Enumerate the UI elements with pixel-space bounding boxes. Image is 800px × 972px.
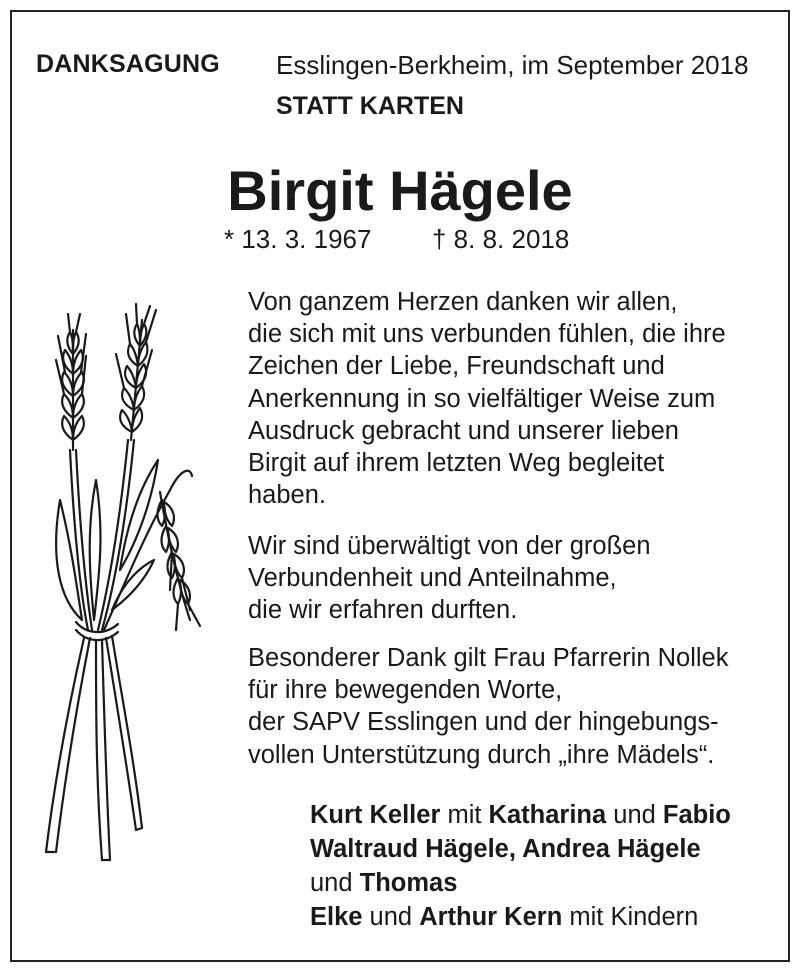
text-line: Wir sind überwältigt von der großen [248, 532, 651, 560]
text-line: Besonderer Dank gilt Frau Pfarrerin Nollek [248, 644, 729, 672]
connector-text: und [310, 869, 360, 897]
connector-text: und [606, 801, 663, 829]
signer-line [310, 900, 731, 934]
text-line: Zeichen der Liebe, Freundschaft und [248, 352, 665, 381]
text-line: Verbundenheit und Anteilnahme, [248, 564, 617, 593]
text-line: haben. [248, 481, 326, 510]
text-line: Anerkennung in so vielfältiger Weise zum [248, 384, 716, 413]
signer-name: Elke [310, 903, 363, 931]
text-line: für ihre bewegenden Worte, [248, 676, 563, 705]
overwhelmed-paragraph [248, 530, 651, 627]
signer-line [310, 798, 731, 832]
wheat-sheaf-icon [30, 300, 220, 870]
text-line: der SAPV Esslingen und der hingebungs- [248, 708, 719, 737]
connector-text: mit Kindern [562, 903, 699, 931]
signer-name: Kurt Keller [310, 801, 441, 829]
thanks-paragraph [248, 286, 726, 511]
signer-line [310, 866, 731, 900]
signer-name: Arthur Kern [419, 903, 563, 931]
text-line: vollen Unterstützung durch „ihre Mädels“. [248, 740, 715, 769]
text-line: Von ganzem Herzen danken wir allen, [248, 288, 678, 316]
birth-date: * 13. 3. 1967 [224, 224, 372, 254]
signer-line [310, 832, 731, 866]
connector-text: und [362, 903, 420, 931]
text-line: die sich mit uns verbunden fühlen, die ihre [248, 320, 726, 349]
signer-name: Waltraud Hägele, Andrea Hägele [310, 835, 701, 863]
text-line: die wir erfahren durften. [248, 596, 518, 625]
subtitle: STATT KARTEN [276, 92, 464, 120]
death-date: † 8. 8. 2018 [432, 224, 570, 254]
place-and-date: Esslingen-Berkheim, im September 2018 [276, 50, 749, 80]
connector-text: mit [440, 801, 489, 829]
notice-label: DANKSAGUNG [36, 50, 220, 78]
signers-block [310, 798, 731, 934]
text-line: Birgit auf ihrem letzten Weg begleitet [248, 449, 665, 478]
text-line: Ausdruck gebracht und unserer lieben [248, 416, 679, 445]
signer-name: Fabio [662, 801, 731, 829]
signer-name: Katharina [488, 801, 607, 829]
signer-name: Thomas [359, 869, 458, 897]
special-thanks-paragraph [248, 642, 728, 771]
deceased-name: Birgit Hägele [227, 159, 573, 222]
